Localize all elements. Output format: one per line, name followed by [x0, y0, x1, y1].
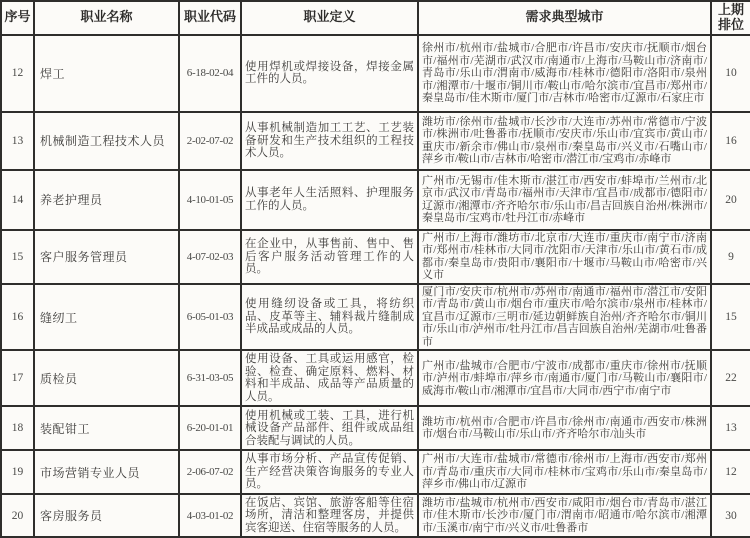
header-demand-typical-cities: 需求典型城市: [418, 1, 711, 35]
cell-previous-rank: 9: [711, 230, 750, 284]
cell-serial-number: 19: [1, 450, 34, 494]
cell-occupation-name: 质检员: [34, 350, 179, 406]
table-body: [1, 35, 750, 538]
cell-demand-typical-cities: 广州市/盐城市/合肥市/宁波市/成都市/重庆市/徐州市/抚顺市/泸州市/蚌埠市/萍乡市/南通市/厦门市/马鞍山市/襄阳市/威海市/鞍山市/湘潭市/宜昌市/大同市/西宁市/南宁市: [418, 350, 711, 406]
cell-occupation-name: 客户服务管理员: [34, 230, 179, 284]
cell-serial-number: 15: [1, 230, 34, 284]
cell-serial-number: 20: [1, 494, 34, 538]
cell-occupation-name: 装配钳工: [34, 406, 179, 450]
table-row: [1, 112, 750, 170]
header-serial-number: 序号: [1, 1, 34, 35]
cell-occupation-code: 4-03-01-02: [179, 494, 241, 538]
table-row: [1, 494, 750, 538]
header-occupation-name: 职业名称: [34, 1, 179, 35]
cell-occupation-code: 2-02-07-02: [179, 112, 241, 170]
cell-previous-rank: 13: [711, 406, 750, 450]
cell-serial-number: 16: [1, 284, 34, 351]
cell-occupation-definition: 在饭店、宾馆、旅游客船等住宿场所，清洁和整理客房，并提供宾客迎送、住宿等服务的人员。: [241, 494, 418, 538]
cell-occupation-definition: 从事老年人生活照料、护理服务工作的人员。: [241, 170, 418, 230]
cell-occupation-code: 6-20-01-01: [179, 406, 241, 450]
cell-occupation-code: 4-10-01-05: [179, 170, 241, 230]
cell-occupation-code: 6-18-02-04: [179, 35, 241, 112]
cell-serial-number: 12: [1, 35, 34, 112]
cell-demand-typical-cities: 潍坊市/杭州市/合肥市/许昌市/徐州市/南通市/西安市/株洲市/烟台市/马鞍山市/乐山市/齐齐哈尔市/汕头市: [418, 406, 711, 450]
table-row: [1, 450, 750, 494]
cell-demand-typical-cities: 广州市/大连市/盐城市/常德市/徐州市/上海市/西安市/郑州市/青岛市/重庆市/大同市/桂林市/宝鸡市/乐山市/秦皇岛市/萍乡市/佛山市/辽源市: [418, 450, 711, 494]
cell-previous-rank: 12: [711, 450, 750, 494]
table-row: [1, 284, 750, 351]
cell-occupation-definition: 在企业中，从事售前、售中、售后客户服务活动管理工作的人员。: [241, 230, 418, 284]
table-header: [1, 1, 750, 35]
table-row: [1, 35, 750, 112]
cell-previous-rank: 20: [711, 170, 750, 230]
cell-demand-typical-cities: 潍坊市/徐州市/盐城市/长沙市/大连市/苏州市/常德市/宁波市/株洲市/吐鲁番市/抚顺市/安庆市/乐山市/宜宾市/黄山市/重庆市/新余市/佛山市/泉州市/秦皇岛市/兴义市/石嘴山市/萍乡市/鞍山市/吉林市/哈密市/潜江市/宝鸡市/赤峰市: [418, 112, 711, 170]
cell-occupation-code: 4-07-02-03: [179, 230, 241, 284]
cell-occupation-code: 6-31-03-05: [179, 350, 241, 406]
cell-occupation-name: 缝纫工: [34, 284, 179, 351]
cell-occupation-definition: 使用机械或工装、工具，进行机械设备产品部件、组件或成品组合装配与调试的人员。: [241, 406, 418, 450]
table-row: [1, 350, 750, 406]
cell-previous-rank: 16: [711, 112, 750, 170]
header-row: [1, 1, 750, 35]
cell-occupation-definition: 从事市场分析、产品宣传促销、生产经营决策咨询服务的专业人员。: [241, 450, 418, 494]
table-row: [1, 230, 750, 284]
cell-demand-typical-cities: 广州市/无锡市/佳木斯市/湛江市/西安市/蚌埠市/兰州市/北京市/武汉市/青岛市/福州市/天津市/宜昌市/成都市/德阳市/辽源市/湘潭市/齐齐哈尔市/乐山市/昌吉回族自治州/株洲市/秦皇岛市/宝鸡市/牡丹江市/赤峰市: [418, 170, 711, 230]
cell-serial-number: 18: [1, 406, 34, 450]
cell-occupation-name: 机械制造工程技术人员: [34, 112, 179, 170]
table-row: [1, 406, 750, 450]
table-row: [1, 170, 750, 230]
cell-occupation-definition: 使用设备、工具或运用感官，检验、检查、确定原料、燃料、材料和半成品、成品等产品质量的人员。: [241, 350, 418, 406]
cell-occupation-definition: 使用缝纫设备或工具，将纺织品、皮革等主、辅料裁片缝制成半成品或成品的人员。: [241, 284, 418, 351]
cell-occupation-name: 养老护理员: [34, 170, 179, 230]
cell-previous-rank: 22: [711, 350, 750, 406]
cell-previous-rank: 15: [711, 284, 750, 351]
cell-demand-typical-cities: 厦门市/安庆市/杭州市/苏州市/南通市/福州市/潜江市/安阳市/青岛市/黄山市/烟台市/重庆市/哈尔滨市/泉州市/桂林市/宜昌市/辽源市/三明市/延边朝鲜族自治州/齐齐哈尔市/铜川市/乐山市/泸州市/牡丹江市/昌吉回族自治州/芜湖市/吐鲁番市: [418, 284, 711, 351]
cell-serial-number: 13: [1, 112, 34, 170]
cell-occupation-name: 焊工: [34, 35, 179, 112]
header-previous-rank: 上期排位: [711, 1, 750, 35]
cell-occupation-name: 客房服务员: [34, 494, 179, 538]
cell-demand-typical-cities: 广州市/上海市/潍坊市/北京市/大连市/重庆市/南宁市/济南市/郑州市/桂林市/大同市/沈阳市/天津市/乐山市/黄石市/成都市/秦皇岛市/贵阳市/襄阳市/十堰市/马鞍山市/哈密市/兴义市: [418, 230, 711, 284]
header-occupation-definition: 职业定义: [241, 1, 418, 35]
cell-occupation-code: 6-05-01-03: [179, 284, 241, 351]
cell-serial-number: 14: [1, 170, 34, 230]
header-occupation-code: 职业代码: [179, 1, 241, 35]
cell-previous-rank: 10: [711, 35, 750, 112]
cell-occupation-code: 2-06-07-02: [179, 450, 241, 494]
cell-occupation-definition: 从事机械制造加工工艺、工艺装备研发和生产技术组织的工程技术人员。: [241, 112, 418, 170]
cell-previous-rank: 30: [711, 494, 750, 538]
cell-occupation-definition: 使用焊机或焊接设备，焊接金属工件的人员。: [241, 35, 418, 112]
cell-demand-typical-cities: 潍坊市/盐城市/杭州市/西安市/咸阳市/烟台市/青岛市/湛江市/佳木斯市/长沙市/厦门市/渭南市/昭通市/哈尔滨市/湘潭市/玉溪市/南宁市/兴义市/吐鲁番市: [418, 494, 711, 538]
cell-demand-typical-cities: 徐州市/杭州市/盐城市/合肥市/许昌市/安庆市/抚顺市/烟台市/福州市/芜湖市/武汉市/南通市/上海市/马鞍山市/济南市/青岛市/乐山市/渭南市/威海市/桂林市/德阳市/洛阳市/泉州市/湘潭市/十堰市/铜川市/鞍山市/哈尔滨市/宜昌市/郑州市/秦皇岛市/佳木斯市/厦门市/吉林市/哈密市/辽源市/石家庄市: [418, 35, 711, 112]
cell-occupation-name: 市场营销专业人员: [34, 450, 179, 494]
cell-serial-number: 17: [1, 350, 34, 406]
